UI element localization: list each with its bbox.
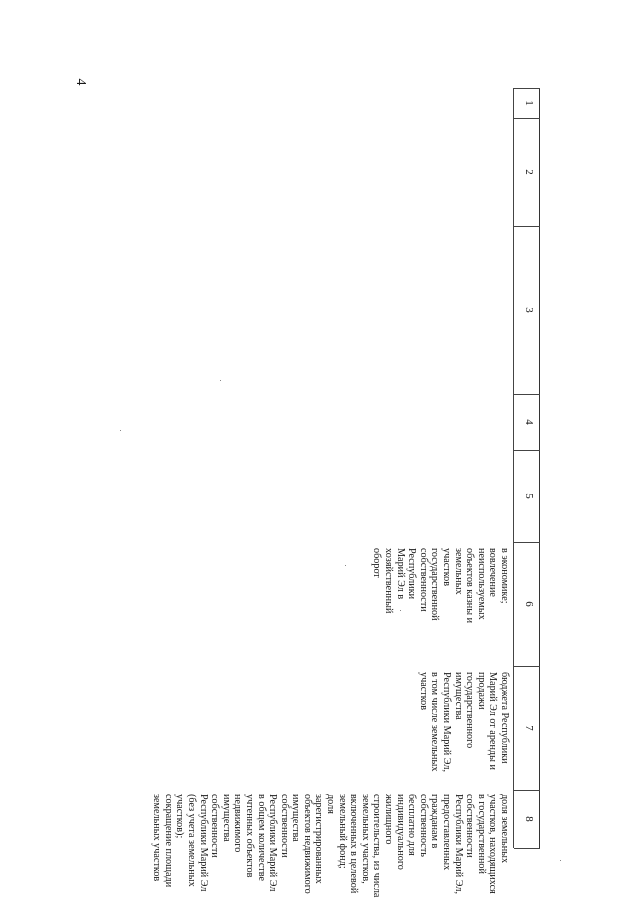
column-6-text [371,548,510,660]
scan-speck [220,380,221,381]
cell-line: продажи [475,672,487,710]
scan-speck [345,565,346,566]
cell-line: вовлечение [487,548,499,597]
cell-line: участков [441,548,453,587]
cell-line: Республики [406,548,418,600]
cell-line: земельный фонд; [336,794,348,869]
cell-line: доля [325,794,337,814]
cell-line: земельных [452,548,464,595]
cell-line: включенных в целевой [348,794,360,894]
cell-line: участков, находящихся [487,794,499,894]
cell-line: недвижимого [232,794,244,853]
header-number: 3 [523,307,535,313]
column-divider [514,542,540,543]
cell-line: в том числе земельных [429,672,441,772]
column-divider [514,790,540,791]
column-divider [514,394,540,395]
cell-line: хозяйственный [383,548,395,614]
page-number: 4 [73,78,88,86]
cell-line: Марий Эл от аренды и [487,672,499,770]
header-cell-5 [513,450,540,542]
cell-line: сокращение площади [162,794,174,888]
cell-line: гражданам в [429,794,441,849]
cell-line: индивидуального [394,794,406,870]
header-cell-4 [513,394,540,450]
cell-line: зарегистрированных [313,794,325,884]
header-cell-1 [513,88,540,118]
cell-line: строительства, из числа [371,794,383,898]
cell-line: жилищного [383,794,395,845]
cell-line: участков [417,672,429,711]
cell-line: земельных участков [151,794,163,882]
cell-line: государственного [464,672,476,749]
cell-line: Марий Эл в [394,548,406,600]
cell-line: собственности [464,794,476,858]
cell-line: собственность [417,794,429,857]
cell-line: Республики Марий Эл, [441,672,453,772]
header-number: 4 [523,419,535,425]
rotated-table [90,88,540,898]
cell-line: (без учета земельных [185,794,197,887]
cell-line: оборот [371,548,383,578]
cell-line: доля земельных [499,794,510,864]
cell-line: объектов недвижимого [301,794,313,894]
cell-line: в общем количестве [255,794,267,882]
column-7-text [417,672,510,786]
header-cell-8 [513,790,540,848]
column-divider [514,450,540,451]
cell-line: в экономике; [499,548,510,604]
cell-line: предоставленных [441,794,453,871]
column-divider [514,118,540,119]
cell-line: бюджета Республики [499,672,510,764]
column-divider [514,848,540,849]
header-cell-3 [513,226,540,394]
cell-line: земельных участков, [359,794,371,884]
header-number: 8 [523,816,535,822]
cell-line: участков); [174,794,186,839]
header-number: 1 [523,100,535,106]
header-cell-6 [513,542,540,666]
header-number: 5 [523,493,535,499]
cell-line: неиспользуемых [475,548,487,620]
cell-line: учтенных объектов [243,794,255,878]
header-number: 6 [523,601,535,607]
cell-line: Республики Марий Эл [197,794,209,892]
cell-line: в государственной [475,794,487,874]
column-divider [514,666,540,667]
cell-line: государственной [429,548,441,621]
header-cell-7 [513,666,540,790]
header-number: 2 [523,169,535,175]
column-divider [514,88,540,89]
cell-line: собственности [209,794,221,858]
cell-line: имущества [220,794,232,842]
cell-line: объектов казны и [464,548,476,624]
column-divider [514,226,540,227]
cell-line: Республики Марий Эл, [452,794,464,894]
header-cell-2 [513,118,540,226]
cell-line: Республики Марий Эл [267,794,279,892]
header-number: 7 [523,725,535,731]
scan-speck [560,860,561,861]
cell-line: собственности [278,794,290,858]
cell-line: бесплатно для [406,794,418,856]
cell-line: собственности [417,548,429,612]
cell-line: имущества [452,672,464,720]
cell-line: имущества [290,794,302,842]
scan-speck [120,430,121,431]
scan-speck [400,610,401,611]
